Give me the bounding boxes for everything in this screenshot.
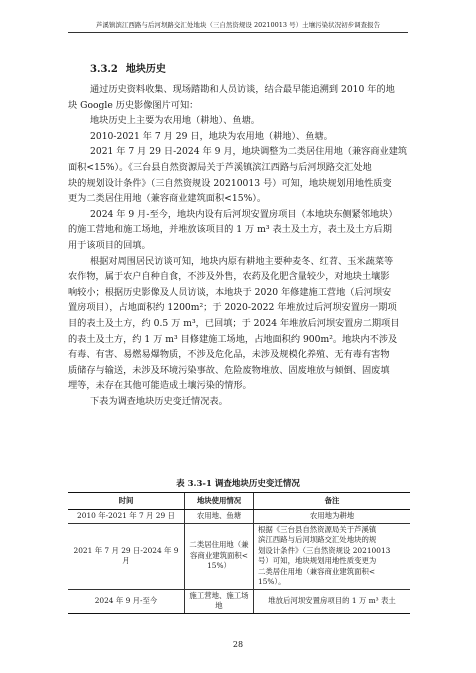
cell-remark-line: 号）可知，地块规划用地性质变更为 — [258, 556, 377, 565]
cell-usage-line: 农用地、鱼塘 — [196, 511, 242, 520]
column-header-remark: 备注 — [254, 493, 411, 510]
table-row — [68, 523, 410, 589]
running-header: 芦溪镇滨江西路与后河坝路交汇处地块（三自然资规设 20210013 号）土壤污染状况初步调查报告 — [95, 21, 381, 29]
table-header-row — [68, 493, 410, 510]
table-row — [68, 510, 410, 524]
body-line: 质储存与输送，未涉及环境污染事故、危险废物堆放、固废堆放与倾倒、固废填 — [68, 364, 390, 376]
body-line: 用于该项目的回填。 — [68, 240, 151, 251]
cell-remark-line: 二类居住用地（兼容商业建筑面积< — [258, 566, 376, 576]
page-number: 28 — [232, 640, 244, 649]
cell-usage — [185, 510, 254, 524]
cell-remark-line: 滨江西路与后河坝路交汇处地块的规 — [258, 535, 377, 544]
cell-usage — [185, 589, 254, 613]
section-number: 3.3.2 — [90, 64, 118, 75]
body-line: 置房项目），占地面积约 1200m²；于 2020-2022 年堆放过后河坝安置房一期项 — [68, 302, 397, 314]
body-line: 2024 年 9 月-至今，地块内设有后河坝安置房项目（本地块东侧紧邻地块） — [90, 208, 398, 220]
cell-usage-line: 二类居住用地（兼 — [189, 540, 249, 550]
cell-time: 2024 年 9 月-至今 — [68, 589, 185, 613]
cell-time: 2010 年-2021 年 7 月 29 日 — [68, 510, 185, 524]
cell-remark-line: 根据《三台县自然资源局关于芦溪镇 — [258, 524, 377, 534]
body-line: 块的规划设计条件》（三自然资规设 20210013 号）可知，地块规划用地性质变 — [68, 177, 392, 189]
section-title: 地块历史 — [125, 64, 166, 75]
body-line: 下表为调查地块历史变迁情况表。 — [90, 396, 228, 407]
table-caption: 表 3.3-1 调查地块历史变迁情况 — [176, 479, 300, 489]
cell-usage — [185, 523, 254, 589]
body-line: 块 Google 历史影像图片可知： — [68, 99, 199, 111]
cell-remark — [254, 589, 411, 613]
cell-remark — [254, 523, 411, 589]
body-line: 通过历史资料收集、现场踏勘和人员访谈，结合最早能追溯到 2010 年的地 — [90, 84, 395, 95]
cell-remark-line: 堆放后河坝安置房项目的 1 万 m³ 表土 — [268, 595, 396, 605]
body-line: 2021 年 7 月 29 日-2024 年 9 月，地块调整为二类居住用地（兼容商业建筑 — [90, 146, 408, 158]
body-line: 农作物，属于农户自种自食，不涉及外售，农药及化肥含量较少，对地块土壤影 — [68, 271, 390, 283]
body-line: 更为二类居住用地（兼容商业建筑面积<15%）。 — [68, 193, 267, 205]
section-heading — [90, 60, 166, 75]
body-line: 响较小；根据历史影像及人员访谈，本地块于 2020 年修建施工营地（后河坝安 — [68, 286, 392, 298]
cell-usage-line: 容商业建筑面积< — [190, 550, 248, 560]
body-line: 面积<15%）。《三台县自然资源局关于芦溪镇滨江西路与后河坝路交汇处地 — [68, 162, 372, 173]
cell-remark-line: 划设计条件》（三自然资规设 20210013 — [258, 545, 391, 555]
body-line: 目的表土及土方，约 0.5 万 m³，已回填；于 2024 年堆放后河坝安置房二期项目 — [68, 318, 400, 329]
cell-time: 2021 年 7 月 29 日-2024 年 9 月 — [68, 523, 185, 589]
body-line: 地块历史上主要为农用地（耕地）、鱼塘。 — [90, 115, 260, 127]
cell-remark-line: 农用地为耕地 — [309, 511, 355, 520]
column-header-usage: 地块使用情况 — [185, 493, 254, 510]
body-line: 的施工营地和施工场地，并堆放该项目的 1 万 m³ 表土及土方，表土及土方后期 — [68, 224, 392, 236]
history-table — [68, 492, 410, 614]
header-divider — [68, 32, 408, 33]
cell-usage-line: 15%） — [207, 561, 231, 571]
body-line: 有毒、有害、易燃易爆物质，不涉及危化品，未涉及规模化养殖、无有毒有害物 — [68, 349, 390, 361]
table-row — [68, 589, 410, 613]
column-header-time: 时间 — [68, 493, 185, 510]
cell-remark — [254, 510, 411, 524]
body-line: 埋等，未存在其他可能造成土壤污染的情形。 — [68, 380, 252, 392]
cell-remark-line: 15%）。 — [258, 577, 286, 586]
body-line: 根据对周围居民访谈可知，地块内原有耕地主要种麦冬、红苕、玉米蔬菜等 — [90, 255, 394, 267]
cell-usage-line: 施工营地、施工场地 — [189, 590, 249, 610]
body-line: 的表土及土方，约 1 万 m³ 目修建施工场地，占地面积约 900m²。地块内不涉及 — [68, 333, 398, 345]
body-line: 2010-2021 年 7 月 29 日，地块为农用地（耕地）、鱼塘。 — [90, 130, 333, 142]
